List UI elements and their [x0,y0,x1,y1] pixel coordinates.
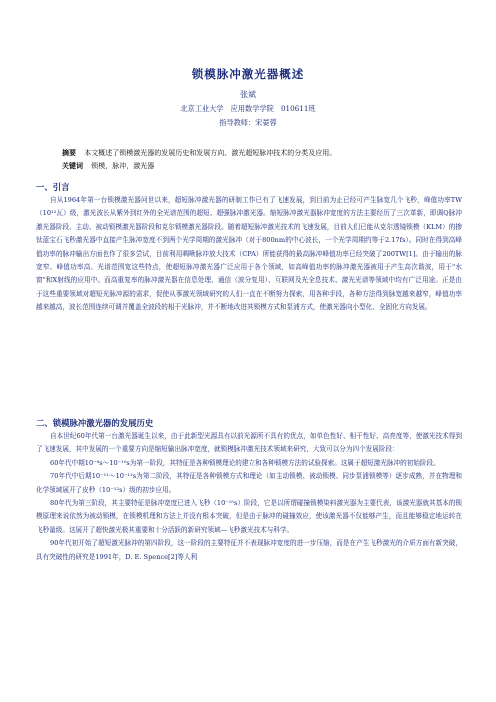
paragraph: 自本世纪60年代第一台激光器诞生以来，由于此新型光源具有以前光源所不具有的优点，如单色性好、相干性好、高亮度等，使激光技术得到了飞速发展，其中发展的一个重要方向是缩短输出脉冲宽度，就锁模脉冲激光技术领域来研究，大致可以分为四个发展阶段： [36,432,462,454]
section-heading-introduction: 一、引言 [36,182,70,192]
abstract [62,147,452,159]
paragraph: 60年代中期10⁻⁸s～10⁻¹⁰s为第一阶段，其特征是各种锁模理论的建立和各种锁模方法的试验探索。这属于超短激光脉冲的初始阶段。 [50,458,440,467]
keywords-text: 锁模，脉冲，激光器 [91,162,155,170]
paragraph: 90年代初开始了超短激光脉冲的第四阶段，这一阶段的主要特征并不表现脉冲宽度的进一步压缩，而是在产生飞秒激光的介质方面有新突破，具有突破性的研究是1991年，D. E. Spence[2]等人利 [36,539,462,561]
abstract-label: 摘要 [62,148,76,157]
paragraph: 70年代中后期10⁻¹¹～10⁻¹²s为第二阶段，其特征是各种锁模方式和理论（如主动锁模、被动锁模、同步泵浦锁模等）逐步成熟，并在物理和化学领域展开了皮秒（10⁻¹²s）级的初步应用。 [36,472,462,494]
advisor: 指导教师：宋晏蓉 [219,118,277,127]
section-heading-history: 二、锁模脉冲激光器的发展历史 [36,418,154,428]
affiliation: 北京工业大学 应用数学学院 010611班 [180,104,316,113]
section-body-history [36,430,462,564]
keywords [62,160,452,172]
paragraph: 80年代为第三阶段，其主要特征是脉冲宽度已进入飞秒（10⁻¹⁵s）阶段，它是以所谓碰撞锁模染料激光器为主要代表，该激光器就其基本的锁模原理来说依然为被动锁模，在锁模机理和方法上并没有根本突破，但是由于脉冲的碰撞效应，使该激光器不仅能够产生，而且能够稳定地运转在飞秒量级。这展开了超快激光极其重要和十分活跃的新研究领域—飞秒激光技术与科学。 [36,499,462,534]
paper-title: 锁模脉冲激光器概述 [191,67,305,81]
abstract-text: 本文概述了锁模激光器的发展历史和发展方向、激光超短脉冲技术的分类及应用。 [84,149,337,157]
section-body-introduction [36,194,462,315]
paragraph: 自从1964年第一台锁模激光器问世以来，超短脉冲激光器的研制工作已有了飞速发展，到目前为止已经可产生脉宽几个飞秒，峰值功率TW（10¹²瓦）级，激光波长从紫外到红外的全光谱范围的超短、超强脉冲激光器。缩短脉冲激光器脉冲宽度的方法主要经历了三次革新，即调Q脉冲激光器阶段、主动、被动锁模激光器阶段和克尔锁模激光器阶段。随着超短脉冲激光技术的飞速发展，目前人们已能从克尔透镜锁模（KLM）的掺钛蓝宝石飞秒激光器中直接产生脉冲宽度不到两个光学周期的激光脉冲（对于800nm的中心波长，一个光学周期约等于2.17fs）。同时在得到高峰值功率的脉冲输出方面也作了很多尝试，目前利用啁啾脉冲放大技术（CPA）所能获得的最高脉冲峰值功率已经突破了200TW[1]。由于输出的脉宽窄、峰值功率高、光谱范围宽这些特点，使超短脉冲激光器广泛应用于各个领域，如高峰值功率的脉冲激光器被用于产生高次谐波，用于"水窗"和X射线的应用中。而高重复率的脉冲激光器在信息处理、通信（波分复用）、互联网及光全息技术、激光光谱等领域中均有广泛用途。正是由于这些重要领域对超短光脉冲源的需求，促使从事激光领域研究的人们一直在不断努力探索，用各种手段，各种方法得到脉宽越来越窄，峰值功率越来越高，波长范围连续可调并覆盖全波段的相干光脉冲，并不断地改进其锁模方式和泵浦方式，使激光器向小型化、全固化方向发展。 [36,196,462,312]
author-name: 张斌 [240,90,256,99]
keywords-label: 关键词 [62,161,83,170]
